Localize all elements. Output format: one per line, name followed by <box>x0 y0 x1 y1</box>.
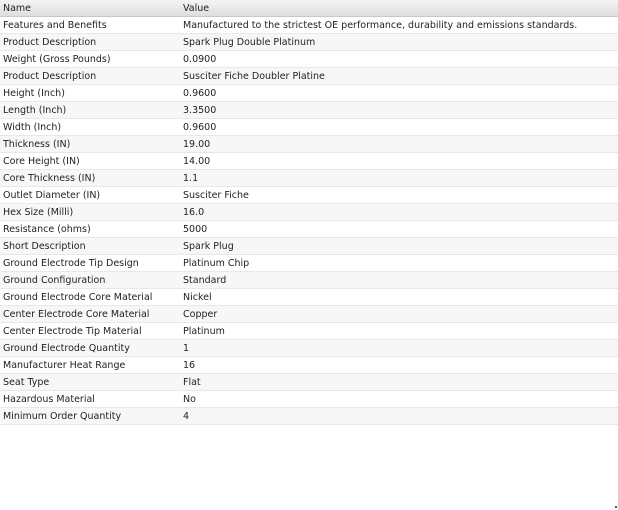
row-value-cell: Standard <box>183 274 227 286</box>
row-value-cell: Susciter Fiche <box>183 189 249 201</box>
table-row[interactable] <box>0 51 618 68</box>
row-name-cell: Ground Electrode Core Material <box>3 291 153 303</box>
row-name-cell: Outlet Diameter (IN) <box>3 189 101 201</box>
row-value-cell: 16.0 <box>183 206 205 218</box>
row-name-cell: Manufacturer Heat Range <box>3 359 126 371</box>
table-row[interactable] <box>0 357 618 374</box>
row-value-cell: 0.9600 <box>183 121 217 133</box>
row-name-cell: Features and Benefits <box>3 19 107 31</box>
table-row[interactable] <box>0 221 618 238</box>
row-value-cell: No <box>183 393 196 405</box>
row-value-cell: 19.00 <box>183 138 211 150</box>
row-value-cell: Spark Plug <box>183 240 234 252</box>
row-value-cell: 0.9600 <box>183 87 217 99</box>
resize-grip <box>615 506 617 508</box>
row-name-cell: Seat Type <box>3 376 50 388</box>
row-name-cell: Width (Inch) <box>3 121 62 133</box>
table-row[interactable] <box>0 272 618 289</box>
row-name-cell: Short Description <box>3 240 86 252</box>
row-value-cell: Copper <box>183 308 218 320</box>
row-name-cell: Product Description <box>3 36 97 48</box>
row-value-cell: 3.3500 <box>183 104 217 116</box>
table-row[interactable] <box>0 323 618 340</box>
table-row[interactable] <box>0 102 618 119</box>
row-value-cell: 5000 <box>183 223 208 235</box>
row-value-cell: Manufactured to the strictest OE performance, durability and emissions standards. <box>183 19 578 31</box>
table-row[interactable] <box>0 289 618 306</box>
row-name-cell: Height (Inch) <box>3 87 65 99</box>
row-name-cell: Resistance (ohms) <box>3 223 91 235</box>
table-row[interactable] <box>0 187 618 204</box>
table-row[interactable] <box>0 238 618 255</box>
row-name-cell: Ground Configuration <box>3 274 106 286</box>
table-row[interactable] <box>0 408 618 425</box>
table-row[interactable] <box>0 119 618 136</box>
row-value-cell: Platinum Chip <box>183 257 250 269</box>
row-name-cell: Core Thickness (IN) <box>3 172 96 184</box>
row-name-cell: Hex Size (Milli) <box>3 206 74 218</box>
row-value-cell: 4 <box>183 410 190 422</box>
row-value-cell: 14.00 <box>183 155 211 167</box>
row-name-cell: Hazardous Material <box>3 393 95 405</box>
table-row[interactable] <box>0 153 618 170</box>
row-value-cell: 16 <box>183 359 196 371</box>
row-value-cell: 1.1 <box>183 172 199 184</box>
column-header-name[interactable]: Name <box>3 2 32 14</box>
table-row[interactable] <box>0 136 618 153</box>
row-value-cell: Flat <box>183 376 201 388</box>
table-row[interactable] <box>0 17 618 34</box>
table-row[interactable] <box>0 374 618 391</box>
table-row[interactable] <box>0 391 618 408</box>
row-value-cell: Susciter Fiche Doubler Platine <box>183 70 325 82</box>
row-name-cell: Center Electrode Tip Material <box>3 325 142 337</box>
table-row[interactable] <box>0 34 618 51</box>
table-row[interactable] <box>0 170 618 187</box>
row-value-cell: 0.0900 <box>183 53 217 65</box>
row-value-cell: Platinum <box>183 325 225 337</box>
table-row[interactable] <box>0 306 618 323</box>
column-header-value[interactable]: Value <box>183 2 210 14</box>
row-name-cell: Ground Electrode Tip Design <box>3 257 139 269</box>
row-name-cell: Ground Electrode Quantity <box>3 342 130 354</box>
table-row[interactable] <box>0 68 618 85</box>
row-value-cell: 1 <box>183 342 190 354</box>
row-name-cell: Thickness (IN) <box>3 138 71 150</box>
row-name-cell: Product Description <box>3 70 97 82</box>
row-name-cell: Core Height (IN) <box>3 155 80 167</box>
table-row[interactable] <box>0 85 618 102</box>
table-row[interactable] <box>0 204 618 221</box>
row-value-cell: Nickel <box>183 291 212 303</box>
row-name-cell: Minimum Order Quantity <box>3 410 122 422</box>
table-row[interactable] <box>0 340 618 357</box>
row-value-cell: Spark Plug Double Platinum <box>183 36 316 48</box>
table-body <box>0 17 618 425</box>
table-row[interactable] <box>0 255 618 272</box>
row-name-cell: Length (Inch) <box>3 104 67 116</box>
table-header <box>0 0 618 17</box>
row-name-cell: Center Electrode Core Material <box>3 308 150 320</box>
row-name-cell: Weight (Gross Pounds) <box>3 53 111 65</box>
